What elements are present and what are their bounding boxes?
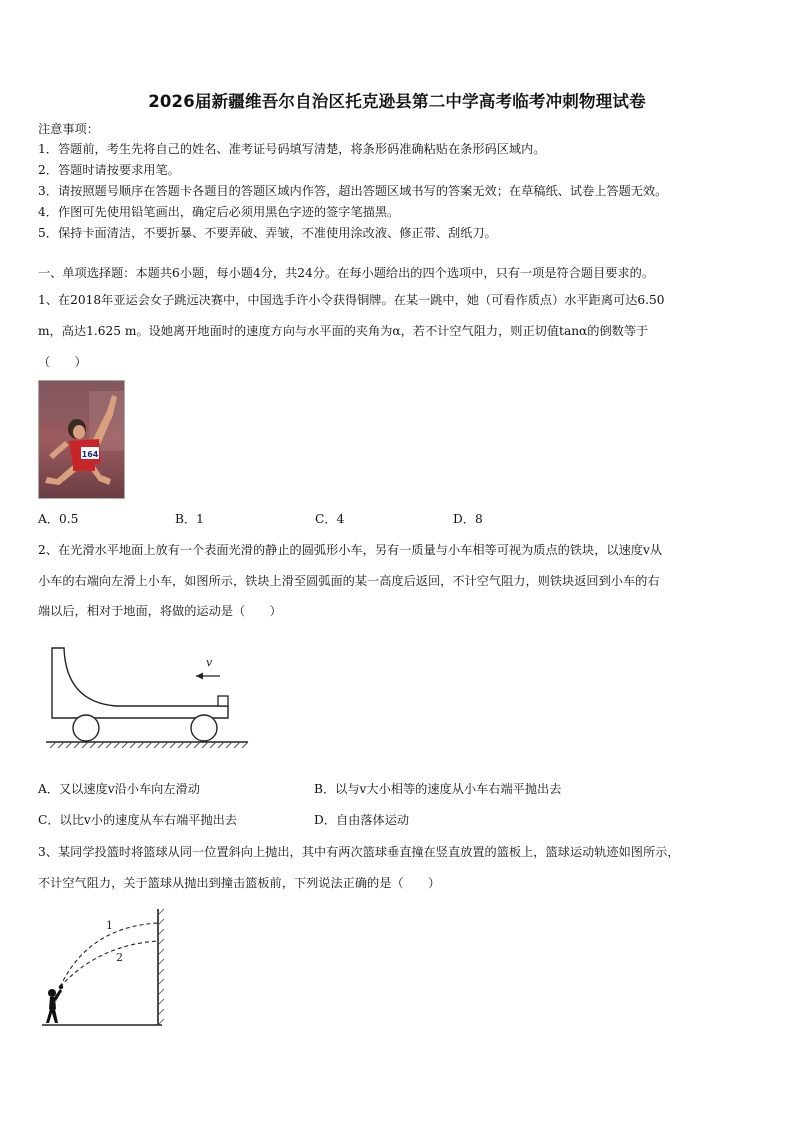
option-a: A．又以速度v沿小车向左滑动 [38,782,200,796]
option-c: C．4 [315,512,345,526]
question-3-line: 3、某同学投篮时将篮球从同一位置斜向上抛出，其中有两次篮球垂直撞在竖直放置的篮板上，篮球运动轨迹如图所示， [38,845,680,859]
page-title: 2026届新疆维吾尔自治区托克逊县第二中学高考临考冲刺物理试卷 [148,92,646,111]
section-heading: 一、单项选择题：本题共6小题，每小题4分，共24分。在每小题给出的四个选项中，只有一项是符合题目要求的。 [38,266,655,280]
question-1-line: 1、在2018年亚运会女子跳远决赛中，中国选手许小令获得铜牌。在某一跳中，她（可看作质点）水平距离可达6.50 [38,293,665,307]
question-2-line: 小车的右端向左滑上小车，如图所示，铁块上滑至圆弧面的某一高度后返回，不计空气阻力，则铁块返回到小车的右 [38,574,660,588]
velocity-label: v [206,656,213,669]
question-3-line: 不计空气阻力，关于篮球从抛出到撞击篮板前，下列说法正确的是（ ） [38,876,441,890]
option-b: B．以与v大小相等的速度从小车右端平抛出去 [314,782,562,796]
trajectory-1-label: 1 [106,919,113,932]
cart-diagram [42,640,252,752]
option-a: A．0.5 [38,512,79,526]
bib-number: 164 [81,450,99,459]
long-jump-photo [38,380,125,499]
option-d: D．8 [453,512,483,526]
trajectory-2-label: 2 [116,951,123,964]
notice-item: 2．答题时请按要求用笔。 [38,163,180,177]
notice-heading: 注意事项： [38,122,99,136]
notice-item: 3．请按照题号顺序在答题卡各题目的答题区域内作答，超出答题区域书写的答案无效；在草稿纸、试卷上答题无效。 [38,184,668,198]
question-2-line: 端以后，相对于地面，将做的运动是（ ） [38,604,282,618]
option-b: B．1 [175,512,204,526]
notice-item: 4．作图可先使用铅笔画出，确定后必须用黑色字迹的签字笔描黑。 [38,205,400,219]
option-d: D．自由落体运动 [314,813,410,827]
option-c: C．以比v小的速度从车右端平抛出去 [38,813,238,827]
question-1-line: （ ） [38,355,87,369]
basketball-trajectory-diagram [38,905,172,1031]
notice-item: 5．保持卡面清洁，不要折暴、不要弄破、弄皱，不准使用涂改液、修正带、刮纸刀。 [38,226,497,240]
question-1-line: m，高达1.625 m。设她离开地面时的速度方向与水平面的夹角为α，若不计空气阻力，则正切值tanα的倒数等于 [38,324,649,338]
notice-item: 1．答题前，考生先将自己的姓名、准考证号码填写清楚，将条形码准确粘贴在条形码区域内。 [38,142,546,156]
question-2-line: 2、在光滑水平地面上放有一个表面光滑的静止的圆弧形小车，另有一质量与小车相等可视为质点的铁块，以速度v从 [38,543,663,557]
